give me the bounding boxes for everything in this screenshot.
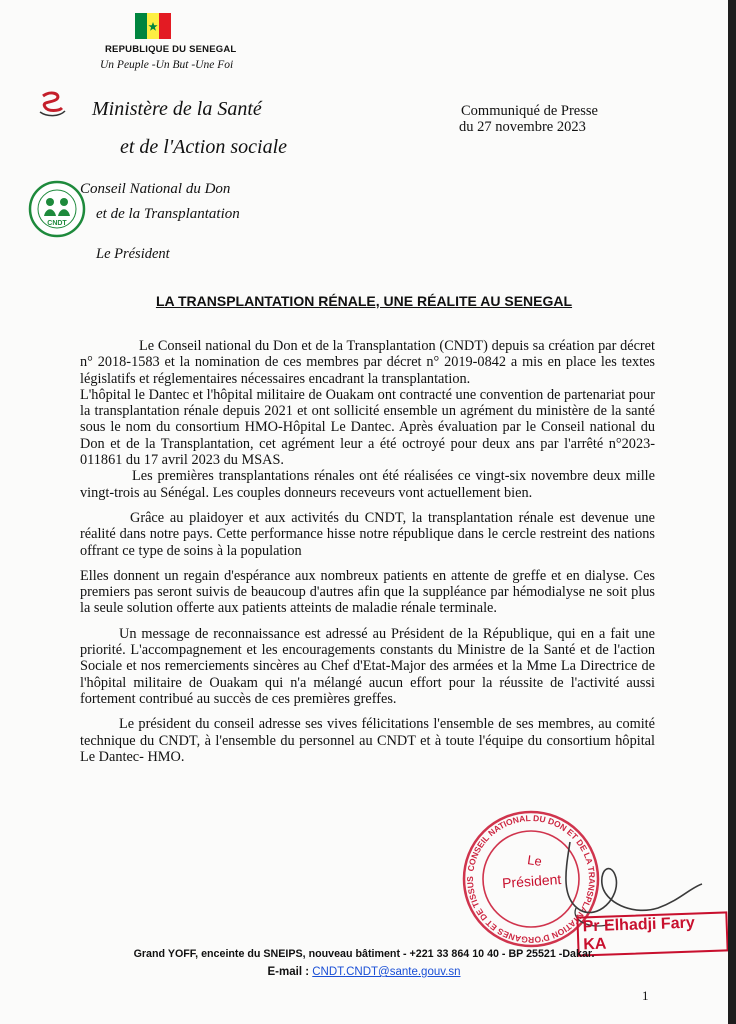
stamp-ring-text: CONSEIL NATIONAL DU DON ET DE LA TRANSPLANTATION D'ORGANES ET DE TISSUS bbox=[464, 812, 598, 946]
paragraph-4: Grâce au plaidoyer et aux activités du CNDT, la transplantation rénale est devenue une réalité dans notre pays. Cette performance hisse notre république dans le cercle restreint des nations offrant ce type de soins à la population bbox=[80, 509, 655, 559]
republic-label: REPUBLIQUE DU SENEGAL bbox=[105, 44, 237, 55]
national-motto: Un Peuple -Un But -Une Foi bbox=[100, 59, 234, 71]
president-title: Le Président bbox=[96, 246, 170, 262]
footer-email-line bbox=[0, 966, 728, 978]
scan-edge bbox=[728, 0, 736, 1024]
signatory-name: Pr Elhadji Fary KA bbox=[576, 911, 728, 956]
paragraph-5: Elles donnent un regain d'espérance aux nombreux patients en attente de greffe et en dialyse. Ces premiers pas seront suivis de beaucoup d'autres afin que la suppléance par hémodialyse ne soit plus la seule solution offerte aux patients atteints de maladie rénale terminale. bbox=[80, 567, 655, 617]
ministry-logo-icon bbox=[37, 90, 67, 118]
email-label: E-mail : bbox=[267, 966, 313, 978]
press-release-date: du 27 novembre 2023 bbox=[459, 119, 586, 135]
page-number: 1 bbox=[642, 988, 649, 1003]
paragraph-2: L'hôpital le Dantec et l'hôpital militaire de Ouakam ont contracté une convention de partenariat pour la transplantation rénale depuis 2021 et ont sollicité ensemble un agrément du ministère de la santé sous le nom du consortium HMO-Hôpital Le Dantec. Après évaluation par le Conseil national du Don et de la Transplantation, cet agrément leur a été octroyé pour deux ans par l'arrêté n°2023-011861 du 17 avril 2023 du MSAS. bbox=[80, 386, 655, 469]
press-release-label: Communiqué de Presse bbox=[461, 103, 598, 119]
cndt-logo-icon bbox=[28, 180, 86, 238]
paragraph-7: Le président du conseil adresse ses vives félicitations l'ensemble de ses membres, au comité technique du CNDT, à l'ensemble du personnel au CNDT et à toute l'équipe du consortium hôpital Le Dantec- HMO. bbox=[80, 716, 655, 765]
senegal-flag-icon bbox=[135, 13, 171, 39]
document-body bbox=[80, 338, 655, 765]
email-link[interactable]: CNDT.CNDT@sante.gouv.sn bbox=[312, 966, 461, 978]
council-name-line2: et de la Transplantation bbox=[96, 206, 240, 222]
paragraph-3: Les premières transplantations rénales ont été réalisées ce vingt-six novembre deux mille vingt-trois au Sénégal. Les couples donneurs receveurs vont actuellement bien. bbox=[80, 468, 655, 501]
council-name-line1: Conseil National du Don bbox=[80, 181, 231, 197]
stamp-center-line1: Le bbox=[526, 852, 543, 869]
document-title: LA TRANSPLANTATION RÉNALE, UNE RÉALITE AU SENEGAL bbox=[155, 293, 573, 309]
ministry-name-line1: Ministère de la Santé bbox=[92, 98, 262, 120]
stamp-center-line2: Président bbox=[501, 870, 562, 892]
paragraph-1: Le Conseil national du Don et de la Transplantation (CNDT) depuis sa création par décret n° 2018-1583 et la nomination de ces membres par décret n° 2019-0842 a mis en place les textes législatifs et réglementaires nécessaires encadrant la transplantation. bbox=[80, 338, 655, 387]
ministry-name-line2: et de l'Action sociale bbox=[120, 136, 288, 158]
cndt-logo-text: CNDT bbox=[47, 220, 67, 227]
footer-address: Grand YOFF, enceinte du SNEIPS, nouveau bâtiment - +221 33 864 10 40 - BP 25521 -Dakar. bbox=[133, 948, 595, 960]
paragraph-6: Un message de reconnaissance est adressé au Président de la République, qui en a fait une priorité. L'accompagnement et les encouragements constants du Ministre de la Santé et de l'action Sociale et nos remerciements sincères au Chef d'Etat-Major des armées et la Mme La Directrice de l'hôpital militaire de Ouakam qui n'a mélangé aucun effort pour la réussite de l'activité aussi fortement contribué au succès de ces premières greffes. bbox=[80, 625, 655, 707]
